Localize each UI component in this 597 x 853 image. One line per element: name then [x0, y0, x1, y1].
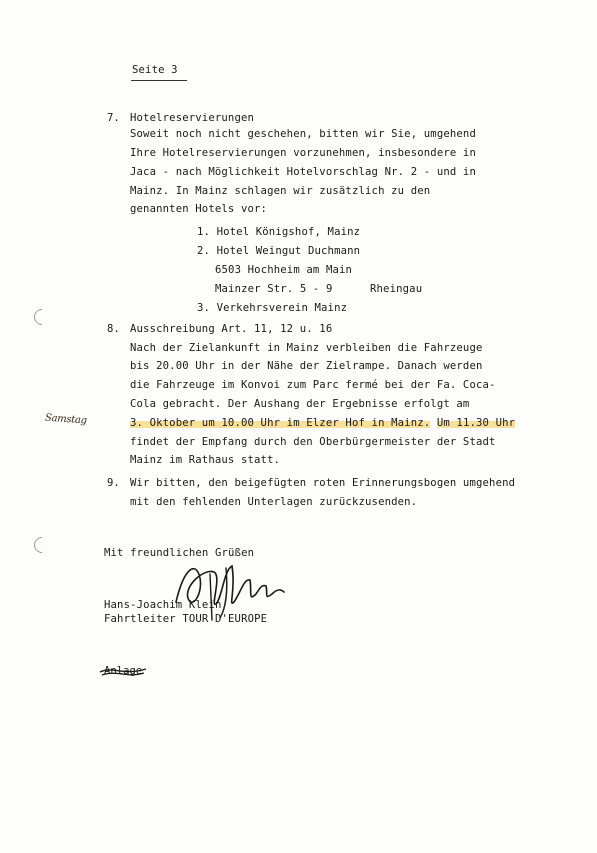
section-7-line-2: Ihre Hotelreservierungen vorzunehmen, insbesondere in [130, 147, 476, 159]
section-7-line-3: Jaca - nach Möglichkeit Hotelvorschlag Nr. 2 - und in [130, 166, 476, 178]
section-9-number: 9. [107, 477, 120, 489]
section-8-line-7: Mainz im Rathaus statt. [130, 454, 281, 466]
hotel-item-2-city: 6503 Hochheim am Main [215, 264, 353, 276]
section-8-line-6: findet der Empfang durch den Oberbürgermeister der Stadt [130, 436, 496, 448]
highlighted-date-text: 3. Oktober um 10.00 Uhr im Elzer Hof in Mainz. [130, 417, 431, 429]
section-7-line-1: Soweit noch nicht geschehen, bitten wir Sie, umgehend [130, 128, 476, 140]
punch-hole-mark-lower [31, 534, 54, 557]
strike-through-mark [98, 660, 150, 684]
closing-greeting: Mit freundlichen Grüßen [104, 547, 255, 559]
highlighted-time-text: Um 11.30 Uhr [436, 417, 516, 429]
section-8-line-4: Cola gebracht. Der Aushang der Ergebnisse erfolgt am [130, 398, 470, 410]
hotel-item-2-street: Mainzer Str. 5 - 9 [215, 283, 333, 295]
section-8-line-2: bis 20.00 Uhr in der Nähe der Zielrampe. Danach werden [130, 360, 483, 372]
section-8-number: 8. [107, 323, 120, 335]
page-number: Seite 3 [132, 64, 178, 76]
section-7-number: 7. [107, 112, 120, 124]
section-8-line-3: die Fahrzeuge im Konvoi zum Parc fermé bei der Fa. Coca- [130, 379, 496, 391]
section-7-line-4: Mainz. In Mainz schlagen wir zusätzlich zu den [130, 185, 431, 197]
section-9-line-1: Wir bitten, den beigefügten roten Erinnerungsbogen umgehend [130, 477, 516, 489]
signer-role: Fahrtleiter TOUR D'EUROPE [104, 613, 268, 625]
section-7-title: Hotelreservierungen [130, 112, 255, 124]
hotel-item-1: 1. Hotel Königshof, Mainz [197, 226, 361, 238]
section-9-line-2: mit den fehlenden Unterlagen zurückzusenden. [130, 496, 418, 508]
signer-name: Hans-Joachim Klein [104, 599, 222, 611]
section-7-line-5: genannten Hotels vor: [130, 203, 268, 215]
page-number-underline [131, 80, 187, 81]
hotel-item-3: 3. Verkehrsverein Mainz [197, 302, 348, 314]
hotel-item-2-region: Rheingau [370, 283, 423, 295]
attachment-label-struck: Anlage [104, 665, 143, 677]
section-8-line-5 [130, 416, 515, 430]
handwritten-margin-note: Samstag [44, 412, 88, 427]
hotel-item-2: 2. Hotel Weingut Duchmann [197, 245, 361, 257]
section-8-title: Ausschreibung Art. 11, 12 u. 16 [130, 323, 333, 335]
section-8-line-1: Nach der Zielankunft in Mainz verbleiben die Fahrzeuge [130, 342, 483, 354]
punch-hole-mark-upper [31, 306, 54, 329]
